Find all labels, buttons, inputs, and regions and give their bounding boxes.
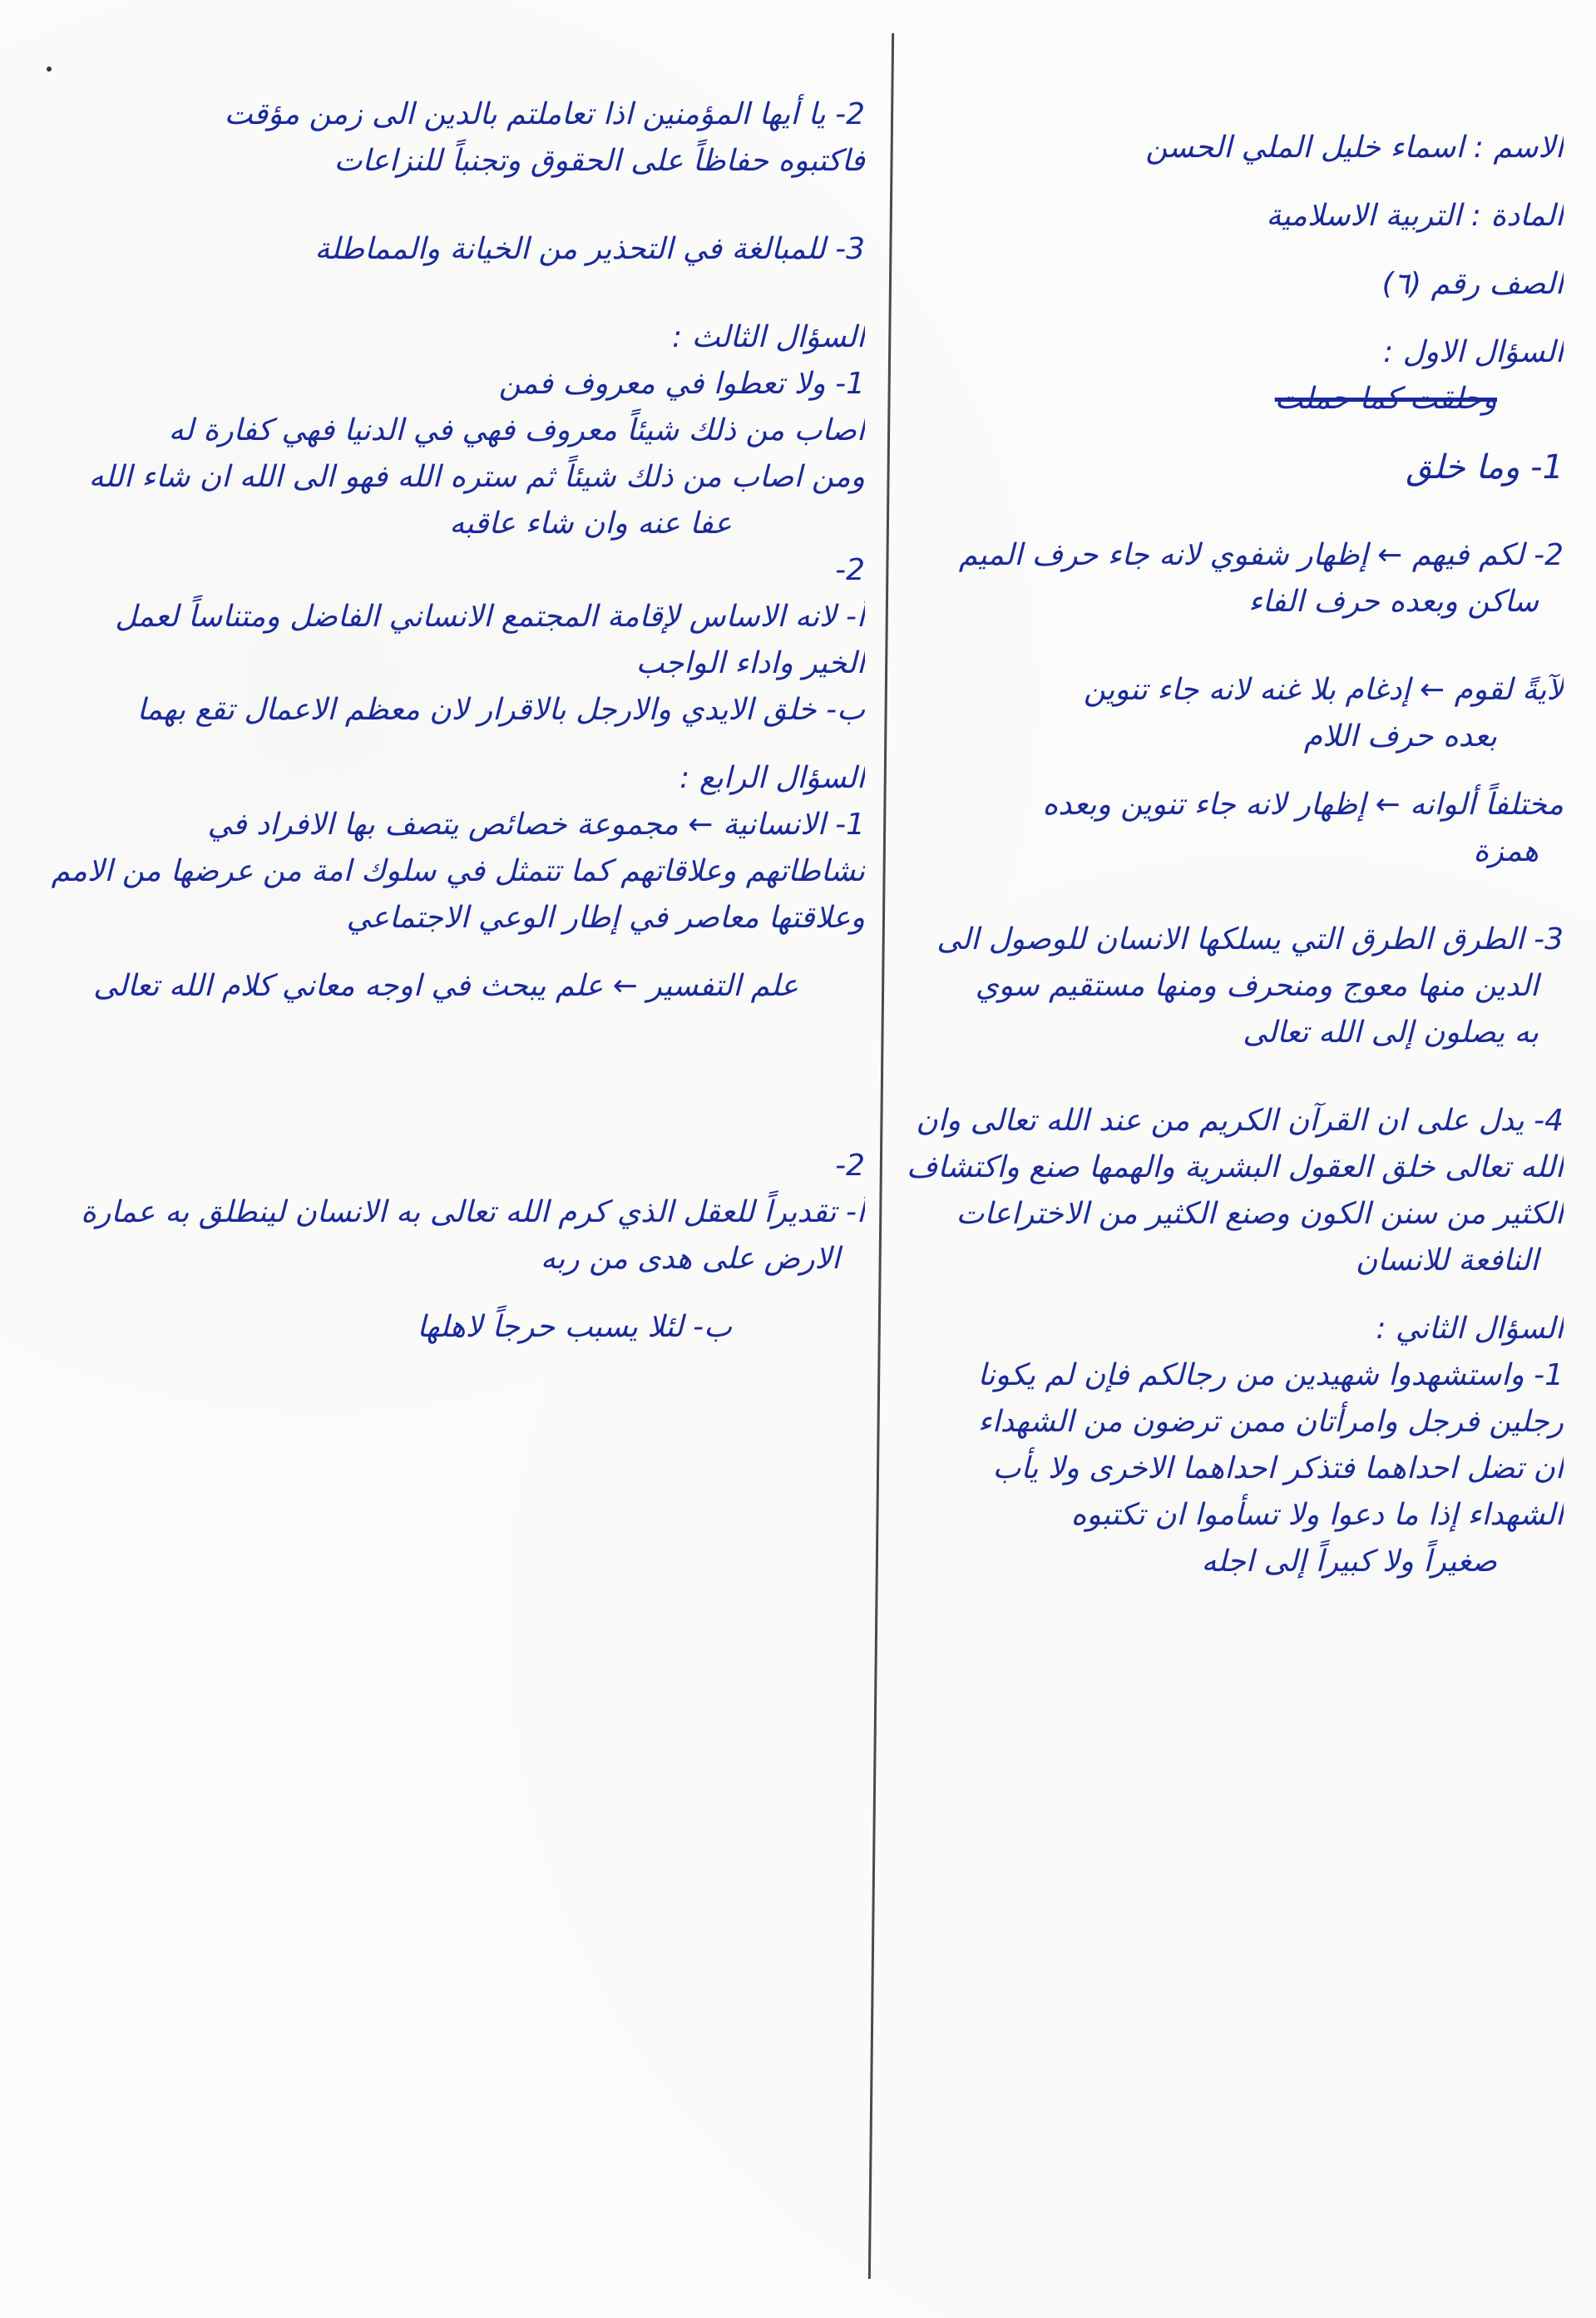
answer-line: 3- للمبالغة في التحذير من الخيانة والمماطلة — [314, 232, 865, 266]
answer-line: ان تضل احداهما فتذكر احداهما الاخرى ولا يأب — [992, 1451, 1564, 1485]
answer-line: 2- — [835, 1149, 865, 1183]
answer-line: 1- ولا تعطوا في معروف فمن — [498, 367, 865, 401]
answer-line: رجلين فرجل وامرأتان ممن ترضون من الشهداء — [977, 1405, 1564, 1439]
answer-line: لآيةً لقوم ← إدغام بلا غنه لانه جاء تنوين — [1083, 673, 1564, 707]
answer-line: ب- لئلا يسبب حرجاً لاهلها — [417, 1310, 732, 1344]
question-four-title: السؤال الرابع : — [679, 761, 865, 795]
answer-line: 1- وما خلق — [1406, 448, 1564, 487]
answer-line: 2- — [835, 553, 865, 587]
answer-line: أ- لانه الاساس لإقامة المجتمع الانساني الفاضل ومتناساً لعمل — [115, 600, 865, 634]
answer-line: عفا عنه وان شاء عاقبه — [449, 507, 732, 541]
answer-line: ب- خلق الايدي والارجل بالاقرار لان معظم الاعمال تقع بهما — [136, 693, 865, 727]
answer-line: ومن اصاب من ذلك شيئاً ثم ستره الله فهو الى الله ان شاء الله — [88, 460, 865, 494]
answer-line: ساكن وبعده حرف الفاء — [1248, 585, 1539, 619]
answer-line: 4- يدل على ان القرآن الكريم من عند الله تعالى وان — [916, 1104, 1564, 1138]
answer-line: أ- تقديراً للعقل الذي كرم الله تعالى به الانسان لينطلق به عمارة — [81, 1195, 865, 1229]
struck-out-text: وحلقت كما حملت — [1274, 382, 1497, 416]
question-one-title: السؤال الاول : — [1383, 335, 1564, 369]
answer-line: 2- لكم فيهم ← إظهار شفوي لانه جاء حرف الميم — [958, 538, 1564, 572]
answer-line: الكثير من سنن الكون وصنع الكثير من الاختراعات — [956, 1197, 1564, 1231]
answer-line: الدين منها معوج ومنحرف ومنها مستقيم سوي — [975, 969, 1539, 1003]
subject-line: المادة : التربية الاسلامية — [1266, 199, 1564, 233]
answer-line: الخير واداء الواجب — [635, 646, 865, 680]
right-column — [898, 125, 1564, 1585]
left-column — [17, 91, 865, 1351]
answer-line: اصاب من ذلك شيئاً معروف فهي في الدنيا فهي كفارة له — [168, 413, 865, 447]
ink-dot — [47, 67, 52, 72]
question-three-title: السؤال الثالث : — [672, 320, 865, 354]
answer-line: به يصلون إلى الله تعالى — [1243, 1016, 1539, 1050]
question-two-title: السؤال الثاني : — [1376, 1312, 1564, 1346]
answer-line: علم التفسير ← علم يبحث في اوجه معاني كلام الله تعالى — [93, 969, 798, 1003]
answer-line: 2- يا أيها المؤمنين اذا تعاملتم بالدين الى زمن مؤقت — [224, 97, 865, 131]
student-name-line: الاسم : اسماء خليل الملي الحسن — [1145, 131, 1564, 165]
answer-line: مختلفاً ألوانه ← إظهار لانه جاء تنوين وبعده — [1042, 788, 1564, 822]
class-number-line: الصف رقم (٦) — [1381, 267, 1564, 301]
answer-line: 1- واستشهدوا شهيدين من رجالكم فإن لم يكونا — [977, 1358, 1564, 1392]
answer-line: 3- الطرق الطرق التي يسلكها الانسان للوصول الى — [936, 922, 1564, 956]
answer-line: النافعة للانسان — [1355, 1243, 1539, 1278]
answer-line: وعلاقتها معاصر في إطار الوعي الاجتماعي — [346, 901, 865, 935]
answer-line: الشهداء إذا ما دعوا ولا تسأموا ان تكتبوه — [1070, 1498, 1564, 1532]
answer-line: فاكتبوه حفاظاً على الحقوق وتجنباً للنزاعات — [334, 144, 865, 178]
answer-line: الله تعالى خلق العقول البشرية والهمها صنع واكتشاف — [907, 1150, 1564, 1184]
answer-line: نشاطاتهم وعلاقاتهم كما تتمثل في سلوك امة من عرضها من الامم — [51, 854, 865, 888]
answer-line: الارض على هدى من ربه — [540, 1242, 840, 1276]
answer-line: بعده حرف اللام — [1303, 719, 1497, 754]
answer-line: صغيراً ولا كبيراً إلى اجله — [1201, 1545, 1497, 1579]
answer-line: 1- الانسانية ← مجموعة خصائص يتصف بها الافراد في — [207, 808, 865, 842]
answer-line: همزة — [1473, 834, 1539, 868]
